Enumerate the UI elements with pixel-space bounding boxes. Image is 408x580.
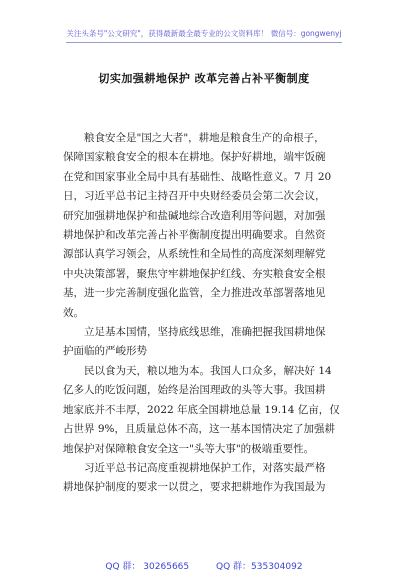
body-line: 耕地保护制度的要求一以贯之，要求把耕地作为我国最为 — [63, 481, 326, 494]
body-line: 地家底并不丰厚，2022 年底全国耕地总量 19.14 亿亩，仅 — [63, 403, 340, 416]
body-line: 占世界 9%，且质量总体不高，这一基本国情决定了加强耕 — [63, 423, 335, 436]
body-line: 亿多人的吃饭问题，始终是治国理政的头等大事。我国耕 — [63, 384, 326, 397]
body-line: 研究加强耕地保护和盐碱地综合改造利用等问题，对加强 — [63, 209, 326, 222]
footer-qq-group-1: QQ 群： 30265665 — [105, 562, 190, 572]
body-line: 粮食安全是"国之大者"，耕地是粮食生产的命根子， — [84, 132, 325, 144]
body-line: 在党和国家事业全局中具有基础性、战略性意义。7 月 20 — [63, 170, 332, 183]
section-heading-line: 护面临的严峻形势 — [63, 345, 147, 358]
section-heading-line: 立足基本国情，坚持底线思维，准确把握我国耕地保 — [84, 326, 326, 339]
header-notice: 关注头条号"公文研究"，获得最新最全最专业的公文资料库！ 微信号：gongwenyj — [66, 29, 342, 38]
document-title: 切实加强耕地保护 改革完善占补平衡制度 — [98, 72, 310, 85]
body-line: 民以食为天，粮以地为本。我国人口众多，解决好 14 — [84, 364, 332, 377]
body-line: 效。 — [63, 306, 84, 319]
page-footer — [0, 559, 408, 572]
body-line: 地保护对保障粮食安全这一"头等大事"的极端重要性。 — [63, 442, 315, 455]
body-line: 基，进一步完善制度强化监管，全力推进改革部署落地见 — [63, 287, 326, 300]
footer-qq-group-2: QQ 群：535304092 — [216, 562, 303, 572]
body-line: 中央决策部署，聚焦守牢耕地保护红线、夯实粮食安全根 — [63, 267, 326, 280]
page-header — [0, 0, 408, 42]
body-line: 保障国家粮食安全的根本在耕地。保护好耕地，端牢饭碗 — [63, 151, 326, 164]
body-line: 耕地保护和改革完善占补平衡制度提出明确要求。自然资 — [63, 229, 326, 242]
document-body — [63, 129, 347, 498]
body-line: 日，习近平总书记主持召开中央财经委员会第二次会议， — [63, 190, 326, 203]
body-line: 习近平总书记高度重视耕地保护工作，对落实最严格 — [84, 461, 326, 474]
header-divider — [66, 42, 342, 43]
body-line: 源部认真学习领会，从系统性和全局性的高度深刻理解党 — [63, 248, 326, 261]
